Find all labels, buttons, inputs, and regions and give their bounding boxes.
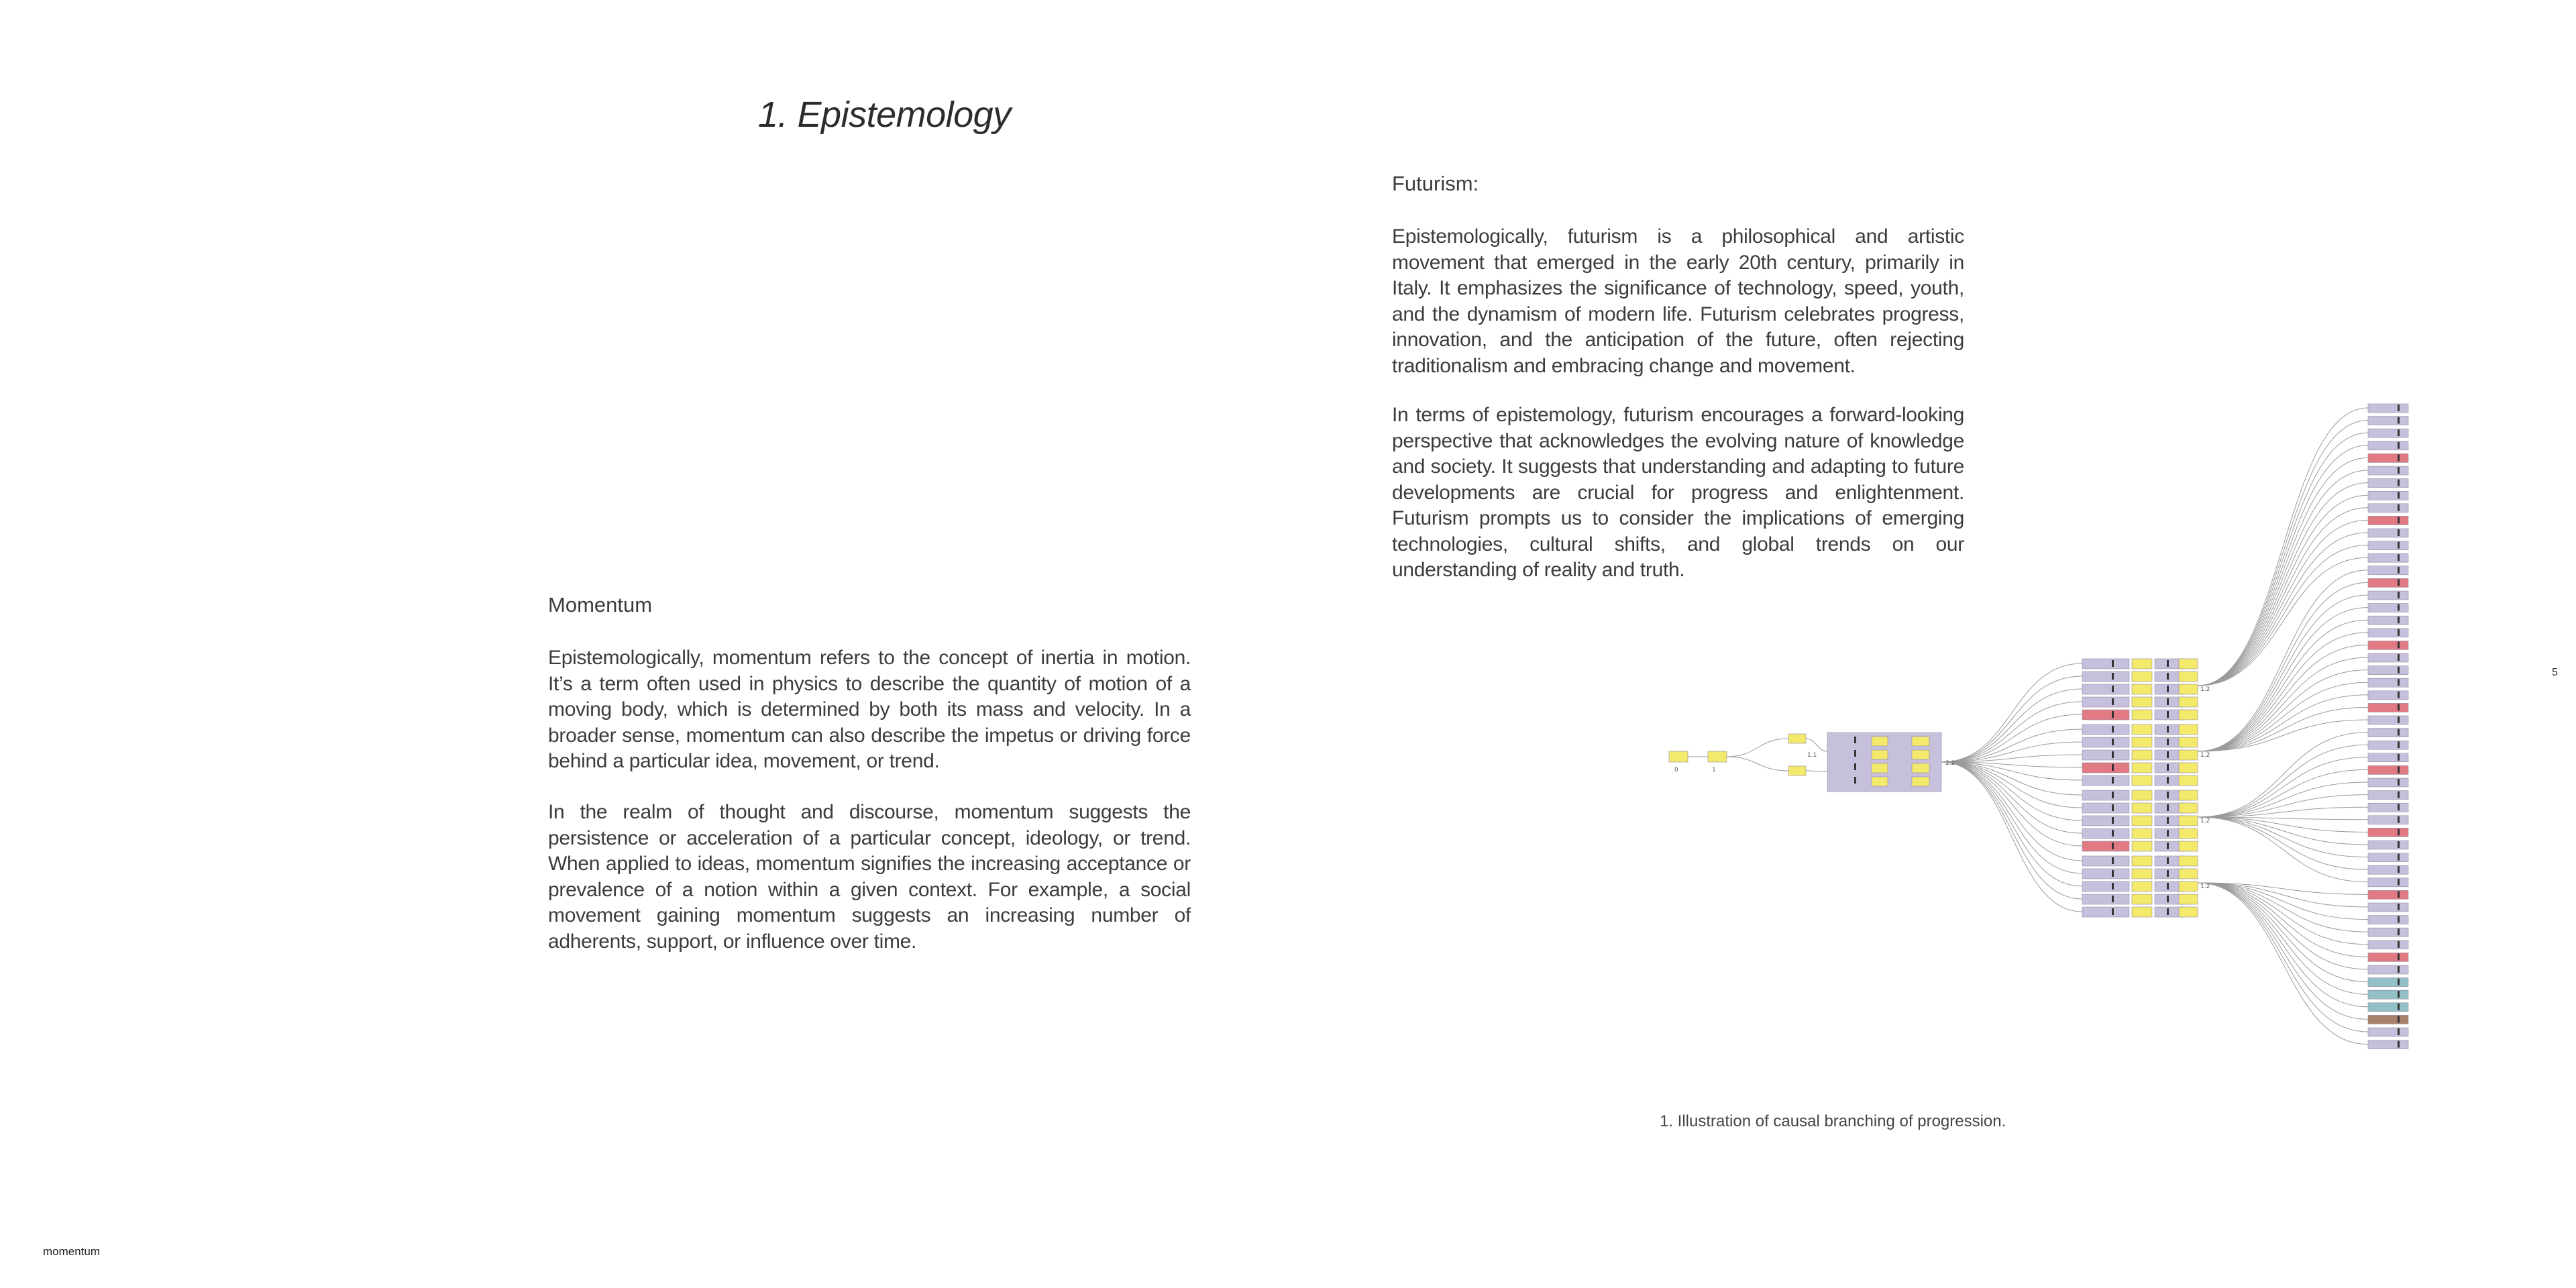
- cluster-marker: [2112, 711, 2114, 718]
- momentum-paragraph-1: Epistemologically, momentum refers to the concept of inertia in motion. It’s a term often used in physics to describe the quantity of motion of a moving body, which is determined by both its mass and velocity. In a broader sense, momentum can also describe the impetus or driving force behind a particular idea, movement, or trend.: [548, 647, 1191, 772]
- central-block-cell: [1872, 763, 1888, 773]
- leaf-node: [2368, 516, 2408, 525]
- cluster-cell: [2179, 790, 2198, 800]
- leaf-node: [2368, 404, 2408, 413]
- leaf-marker: [2398, 529, 2400, 536]
- leaf-node: [2368, 604, 2408, 612]
- link-cluster-to-leaf: [2198, 620, 2368, 751]
- leaf-node: [2368, 803, 2408, 812]
- leaf-marker: [2398, 1028, 2400, 1035]
- cluster-marker: [2112, 870, 2114, 877]
- cluster-cell: [2132, 697, 2152, 707]
- cluster-cell: [2132, 856, 2152, 866]
- cluster-cell: [2179, 775, 2198, 786]
- leaf-node: [2368, 741, 2408, 749]
- leaf-node: [2368, 765, 2408, 774]
- link-cluster-to-leaf: [2198, 883, 2368, 982]
- link-cluster-to-leaf: [2198, 670, 2368, 751]
- leaf-node: [2368, 890, 2408, 899]
- leaf-node: [2368, 865, 2408, 874]
- node-label-cluster-a: 1.2: [2200, 686, 2210, 693]
- causal-branching-diagram: [1664, 396, 2415, 1100]
- central-block-cell: [1912, 750, 1929, 759]
- cluster-cell: [2179, 828, 2198, 839]
- cluster-cell: [2132, 672, 2152, 682]
- cluster-row: [2082, 828, 2129, 839]
- leaf-node: [2368, 453, 2408, 462]
- cluster-row: [2082, 881, 2129, 892]
- cluster-cell: [2132, 790, 2152, 800]
- cluster-cell: [2132, 684, 2152, 694]
- cluster-marker: [2112, 817, 2114, 824]
- cluster-marker: [2112, 804, 2114, 811]
- link-cluster-to-leaf: [2198, 817, 2368, 845]
- futurism-paragraph-1: Epistemologically, futurism is a philosophical and artistic movement that emerged in the early 20th century, primarily in Italy. It emphasizes the significance of technology, speed, youth, and the dynamism of modern life. Futurism celebrates progress, innovation, and the anticipation of the future, often rejecting traditionalism and embracing change and movement.: [1392, 225, 1964, 377]
- cluster-cell: [2132, 659, 2152, 669]
- leaf-marker: [2398, 966, 2400, 973]
- link-cluster-to-leaf: [2198, 408, 2368, 686]
- link-cluster-to-leaf: [2198, 883, 2368, 994]
- cluster-row: [2082, 841, 2129, 851]
- leaf-marker: [2398, 891, 2400, 898]
- leaf-marker: [2398, 504, 2400, 511]
- central-block-cell: [1872, 737, 1888, 746]
- node-label-split-two: 2.2: [1945, 760, 1955, 767]
- cluster-marker: [2167, 870, 2169, 877]
- link-cluster-to-leaf: [2198, 433, 2368, 686]
- cluster-cell: [2179, 856, 2198, 866]
- node-label-cluster-d: 1.2: [2200, 883, 2210, 890]
- leaf-marker: [2398, 592, 2400, 598]
- link-central-to-cluster: [1941, 762, 2082, 846]
- leaf-marker: [2398, 429, 2400, 436]
- leaf-node: [2368, 753, 2408, 762]
- leaf-marker: [2398, 904, 2400, 910]
- cluster-row: [2082, 816, 2129, 826]
- cluster-cell: [2179, 697, 2198, 707]
- futurism-heading: Futurism:: [1392, 172, 1479, 195]
- cluster-marker: [2167, 817, 2169, 824]
- link-split-lower: [1727, 757, 1788, 771]
- cluster-cell: [2179, 672, 2198, 682]
- leaf-node: [2368, 417, 2408, 425]
- central-block-marker: [1854, 737, 1856, 743]
- leaf-marker: [2398, 841, 2400, 848]
- leaf-marker: [2398, 766, 2400, 773]
- leaf-marker: [2398, 792, 2400, 798]
- cluster-marker: [2112, 686, 2114, 692]
- leaf-marker: [2398, 467, 2400, 474]
- link-cluster-to-leaf: [2198, 682, 2368, 751]
- link-central-to-cluster: [1941, 663, 2082, 762]
- cluster-marker: [2112, 792, 2114, 798]
- cluster-marker: [2167, 739, 2169, 745]
- leaf-node: [2368, 491, 2408, 500]
- split-node-lower: [1788, 766, 1806, 775]
- link-cluster-to-leaf: [2198, 695, 2368, 751]
- leaf-node: [2368, 841, 2408, 849]
- cluster-cell: [2132, 737, 2152, 747]
- leaf-marker: [2398, 816, 2400, 823]
- link-cluster-to-leaf: [2198, 745, 2368, 817]
- leaf-marker: [2398, 1004, 2400, 1010]
- cluster-cell: [2179, 750, 2198, 760]
- link-cluster-to-leaf: [2198, 883, 2368, 932]
- cluster-row: [2082, 869, 2129, 879]
- cluster-marker: [2112, 739, 2114, 745]
- cluster-marker: [2112, 673, 2114, 680]
- link-cluster-to-leaf: [2198, 458, 2368, 686]
- link-cluster-to-leaf: [2198, 582, 2368, 751]
- link-cluster-to-leaf: [2198, 445, 2368, 686]
- page-number: 5: [2552, 667, 2558, 678]
- link-central-to-cluster: [1941, 702, 2082, 762]
- cluster-cell: [2132, 869, 2152, 879]
- cluster-marker: [2167, 792, 2169, 798]
- leaf-marker: [2398, 567, 2400, 574]
- diagram-links: [1688, 408, 2368, 1044]
- leaf-marker: [2398, 854, 2400, 861]
- momentum-paragraph-2: In the realm of thought and discourse, momentum suggests the persistence or acceleration of a particular concept, ideology, or trend. When applied to ideas, momentum signifies the increasing acceptance or prevalence of a notion within a given context. For example, a social movement gaining momentum suggests an increasing number of adherents, support, or influence over time.: [548, 801, 1191, 953]
- leaf-marker: [2398, 579, 2400, 586]
- link-cluster-to-leaf: [2198, 595, 2368, 751]
- leaf-marker: [2398, 641, 2400, 648]
- cluster-cell: [2132, 907, 2152, 917]
- cluster-cell: [2179, 803, 2198, 813]
- link-cluster-to-leaf: [2198, 795, 2368, 817]
- leaf-marker: [2398, 979, 2400, 985]
- cluster-marker: [2112, 777, 2114, 784]
- cluster-marker: [2112, 698, 2114, 705]
- leaf-node: [2368, 990, 2408, 999]
- leaf-marker: [2398, 679, 2400, 686]
- leaf-node: [2368, 641, 2408, 649]
- cluster-marker: [2167, 673, 2169, 680]
- cluster-row: [2082, 856, 2129, 866]
- link-cluster-to-leaf: [2198, 421, 2368, 686]
- node-label-cluster-c: 1.2: [2200, 818, 2210, 824]
- cluster-marker: [2167, 686, 2169, 692]
- leaf-marker: [2398, 517, 2400, 523]
- node-label-cluster-b: 1.2: [2200, 752, 2210, 759]
- link-cluster-to-leaf: [2198, 769, 2368, 817]
- link-central-upper: [1806, 739, 1827, 751]
- cluster-row: [2082, 710, 2129, 720]
- cluster-row: [2082, 659, 2129, 669]
- cluster-row: [2082, 750, 2129, 760]
- leaf-marker: [2398, 704, 2400, 710]
- link-cluster-to-leaf: [2198, 883, 2368, 969]
- cluster-cell: [2179, 684, 2198, 694]
- leaf-node: [2368, 578, 2408, 587]
- leaf-marker: [2398, 554, 2400, 561]
- leaf-node: [2368, 828, 2408, 837]
- cluster-marker: [2167, 883, 2169, 890]
- start-node-a: [1669, 751, 1688, 762]
- link-central-to-cluster: [1941, 762, 2082, 886]
- cluster-marker: [2112, 843, 2114, 849]
- leaf-node: [2368, 441, 2408, 450]
- leaf-node: [2368, 903, 2408, 912]
- link-cluster-to-leaf: [2198, 883, 2368, 1032]
- momentum-heading: Momentum: [548, 593, 653, 616]
- leaf-node: [2368, 878, 2408, 887]
- leaf-marker: [2398, 741, 2400, 748]
- leaf-node: [2368, 1040, 2408, 1049]
- cluster-marker: [2167, 896, 2169, 902]
- leaf-marker: [2398, 779, 2400, 786]
- cluster-row: [2082, 790, 2129, 800]
- link-cluster-to-leaf: [2198, 633, 2368, 751]
- cluster-marker: [2112, 883, 2114, 890]
- central-block-marker: [1854, 750, 1856, 757]
- cluster-marker: [2167, 777, 2169, 784]
- leaf-node: [2368, 553, 2408, 562]
- cluster-marker: [2167, 830, 2169, 837]
- leaf-marker: [2398, 941, 2400, 948]
- leaf-node: [2368, 816, 2408, 824]
- central-block-cell: [1912, 737, 1929, 746]
- cluster-marker: [2112, 857, 2114, 864]
- cluster-row: [2082, 724, 2129, 735]
- leaf-node: [2368, 479, 2408, 488]
- cluster-row: [2082, 697, 2129, 707]
- cluster-marker: [2112, 660, 2114, 667]
- node-label-start-a: 0: [1674, 767, 1678, 773]
- cluster-cell: [2179, 710, 2198, 720]
- cluster-cell: [2132, 724, 2152, 735]
- figure-caption: 1. Illustration of causal branching of progression.: [1660, 1112, 2006, 1130]
- link-cluster-to-leaf: [2198, 533, 2368, 686]
- leaf-node: [2368, 591, 2408, 600]
- node-label-split-one: 1.1: [1807, 752, 1817, 759]
- cluster-row: [2082, 763, 2129, 773]
- leaf-node: [2368, 629, 2408, 637]
- cluster-marker: [2167, 857, 2169, 864]
- leaf-marker: [2398, 804, 2400, 810]
- leaf-marker: [2398, 542, 2400, 549]
- leaf-node: [2368, 466, 2408, 475]
- cluster-cell: [2132, 763, 2152, 773]
- leaf-marker: [2398, 417, 2400, 424]
- link-central-to-cluster: [1941, 729, 2082, 762]
- leaf-marker: [2398, 454, 2400, 461]
- leaf-marker: [2398, 866, 2400, 873]
- cluster-row: [2082, 907, 2129, 917]
- central-block-marker: [1854, 763, 1856, 770]
- leaf-node: [2368, 978, 2408, 987]
- cluster-row: [2082, 672, 2129, 682]
- link-split-upper: [1727, 739, 1788, 757]
- cluster-marker: [2112, 764, 2114, 771]
- cluster-cell: [2179, 894, 2198, 904]
- link-cluster-to-leaf: [2198, 757, 2368, 817]
- link-cluster-to-leaf: [2198, 470, 2368, 686]
- central-block-cell: [1872, 777, 1888, 786]
- leaf-marker: [2398, 879, 2400, 885]
- leaf-node: [2368, 778, 2408, 787]
- link-cluster-to-leaf: [2198, 657, 2368, 751]
- cluster-cell: [2179, 869, 2198, 879]
- leaf-marker: [2398, 953, 2400, 960]
- leaf-marker: [2398, 1016, 2400, 1022]
- cluster-cell: [2132, 841, 2152, 851]
- cluster-row: [2082, 894, 2129, 904]
- start-node-b: [1708, 751, 1727, 762]
- footer-label: momentum: [43, 1245, 101, 1258]
- leaf-marker: [2398, 405, 2400, 411]
- cluster-cell: [2179, 841, 2198, 851]
- cluster-marker: [2167, 751, 2169, 758]
- cluster-marker: [2167, 711, 2169, 718]
- cluster-row: [2082, 775, 2129, 786]
- leaf-node: [2368, 729, 2408, 737]
- leaf-node: [2368, 653, 2408, 662]
- page-title: 1. Epistemology: [758, 95, 1011, 135]
- central-block-marker: [1854, 777, 1856, 784]
- node-label-start-b: 1: [1712, 767, 1716, 773]
- leaf-marker: [2398, 916, 2400, 923]
- central-block-cell: [1872, 750, 1888, 759]
- cluster-cell: [2179, 763, 2198, 773]
- cluster-marker: [2112, 908, 2114, 915]
- link-cluster-to-leaf: [2198, 883, 2368, 1019]
- cluster-row: [2082, 737, 2129, 747]
- leaf-node: [2368, 703, 2408, 712]
- leaf-marker: [2398, 928, 2400, 935]
- leaf-marker: [2398, 616, 2400, 623]
- cluster-cell: [2132, 828, 2152, 839]
- cluster-marker: [2167, 660, 2169, 667]
- link-central-to-cluster: [1941, 762, 2082, 808]
- leaf-node: [2368, 616, 2408, 625]
- leaf-marker: [2398, 492, 2400, 498]
- cluster-marker: [2167, 764, 2169, 771]
- leaf-node: [2368, 529, 2408, 537]
- cluster-cell: [2179, 881, 2198, 892]
- cluster-row: [2082, 684, 2129, 694]
- leaf-node: [2368, 916, 2408, 924]
- cluster-row: [2082, 803, 2129, 813]
- cluster-cell: [2179, 816, 2198, 826]
- leaf-node: [2368, 941, 2408, 949]
- link-cluster-to-leaf: [2198, 495, 2368, 686]
- leaf-node: [2368, 965, 2408, 974]
- cluster-cell: [2179, 737, 2198, 747]
- cluster-cell: [2179, 907, 2198, 917]
- cluster-cell: [2132, 881, 2152, 892]
- central-block-cell: [1912, 763, 1929, 773]
- link-central-to-cluster: [1941, 689, 2082, 762]
- central-block-cell: [1912, 777, 1929, 786]
- cluster-marker: [2167, 804, 2169, 811]
- leaf-marker: [2398, 1041, 2400, 1048]
- leaf-marker: [2398, 729, 2400, 736]
- cluster-marker: [2112, 726, 2114, 733]
- leaf-marker: [2398, 629, 2400, 636]
- cluster-cell: [2179, 659, 2198, 669]
- leaf-node: [2368, 504, 2408, 513]
- cluster-cell: [2132, 894, 2152, 904]
- link-cluster-to-leaf: [2198, 508, 2368, 686]
- leaf-node: [2368, 853, 2408, 862]
- leaf-marker: [2398, 442, 2400, 449]
- leaf-marker: [2398, 604, 2400, 611]
- leaf-marker: [2398, 654, 2400, 661]
- cluster-cell: [2132, 803, 2152, 813]
- leaf-node: [2368, 691, 2408, 700]
- cluster-cell: [2132, 710, 2152, 720]
- leaf-node: [2368, 716, 2408, 724]
- cluster-cell: [2132, 775, 2152, 786]
- leaf-node: [2368, 566, 2408, 575]
- futurism-paragraph-2: In terms of epistemology, futurism encourages a forward-looking perspective that acknowledges the evolving nature of knowledge and society. It suggests that understanding and adapting to future developments are crucial for progress and enlightenment. Futurism prompts us to consider the implications of emerging technologies, cultural shifts, and global trends on our understanding of reality and truth.: [1392, 404, 1964, 581]
- leaf-node: [2368, 666, 2408, 675]
- cluster-marker: [2167, 726, 2169, 733]
- link-cluster-to-leaf: [2198, 883, 2368, 945]
- cluster-marker: [2112, 830, 2114, 837]
- leaf-node: [2368, 1003, 2408, 1012]
- leaf-marker: [2398, 716, 2400, 723]
- link-central-to-cluster: [1941, 762, 2082, 833]
- split-node-upper: [1788, 734, 1806, 743]
- cluster-marker: [2167, 843, 2169, 849]
- leaf-node: [2368, 429, 2408, 437]
- leaf-marker: [2398, 480, 2400, 486]
- cluster-cell: [2132, 750, 2152, 760]
- link-cluster-to-leaf: [2198, 817, 2368, 882]
- leaf-marker: [2398, 754, 2400, 761]
- leaf-marker: [2398, 667, 2400, 674]
- leaf-node: [2368, 928, 2408, 936]
- leaf-node: [2368, 678, 2408, 687]
- cluster-marker: [2167, 908, 2169, 915]
- link-central-to-cluster: [1941, 676, 2082, 762]
- cluster-marker: [2112, 751, 2114, 758]
- link-cluster-to-leaf: [2198, 483, 2368, 686]
- leaf-node: [2368, 1028, 2408, 1036]
- cluster-marker: [2167, 698, 2169, 705]
- leaf-node: [2368, 953, 2408, 961]
- cluster-marker: [2112, 896, 2114, 902]
- cluster-cell: [2179, 724, 2198, 735]
- leaf-node: [2368, 541, 2408, 550]
- link-cluster-to-leaf: [2198, 817, 2368, 857]
- leaf-node: [2368, 791, 2408, 800]
- leaf-marker: [2398, 828, 2400, 835]
- cluster-cell: [2132, 816, 2152, 826]
- leaf-marker: [2398, 991, 2400, 998]
- link-central-to-cluster: [1941, 762, 2082, 861]
- leaf-marker: [2398, 692, 2400, 698]
- leaf-node: [2368, 1015, 2408, 1024]
